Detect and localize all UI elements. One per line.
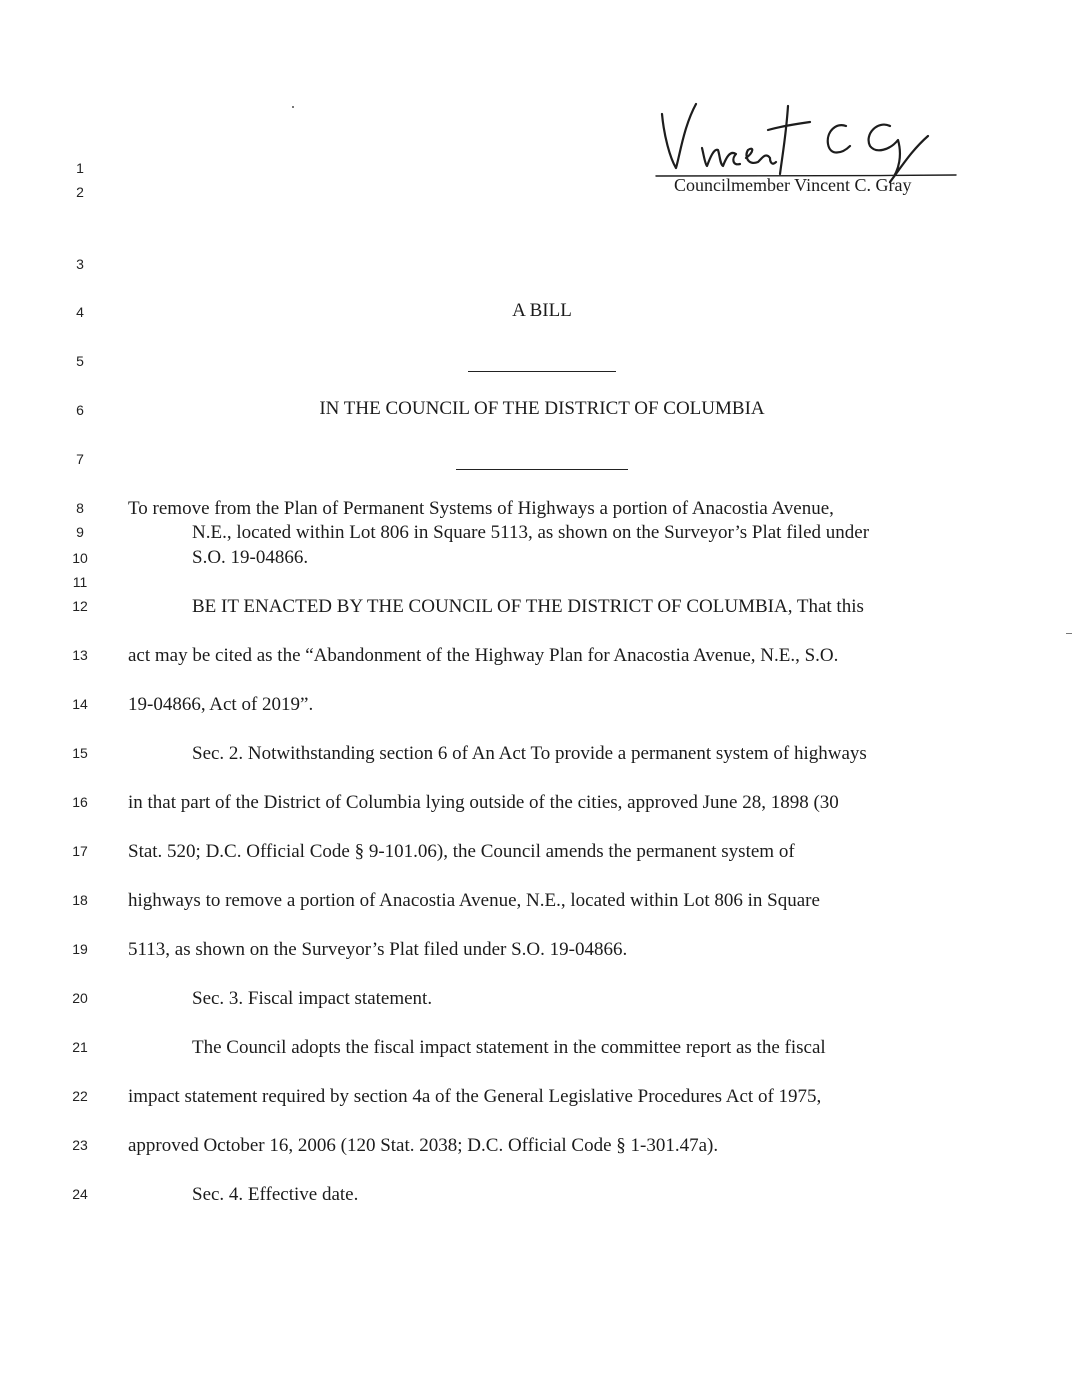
line-number: 15	[72, 745, 88, 761]
body-line: The Council adopts the fiscal impact statement in the committee report as the fiscal	[192, 1037, 826, 1058]
body-line: BE IT ENACTED BY THE COUNCIL OF THE DISTRICT OF COLUMBIA, That this	[192, 596, 864, 617]
line-number: 20	[72, 990, 88, 1006]
long-title-line: S.O. 19-04866.	[192, 547, 309, 568]
section-4-heading: Sec. 4. Effective date.	[192, 1184, 359, 1205]
body-line: in that part of the District of Columbia lying outside of the cities, approved June 28, 1898 (30	[128, 792, 839, 813]
line-number: 12	[72, 598, 88, 614]
long-title-line: N.E., located within Lot 806 in Square 5113, as shown on the Surveyor’s Plat filed under	[192, 522, 870, 543]
body-line: 5113, as shown on the Surveyor’s Plat filed under S.O. 19-04866.	[128, 939, 628, 960]
bill-number-blank	[468, 371, 616, 372]
body-line: 19-04866, Act of 2019”.	[128, 694, 314, 715]
line-number: 3	[76, 256, 84, 272]
bill-title: A BILL	[512, 300, 572, 321]
scan-speck	[1066, 633, 1072, 634]
line-number: 2	[76, 184, 84, 200]
body-line: act may be cited as the “Abandonment of the Highway Plan for Anacostia Avenue, N.E., S.O.	[128, 645, 839, 666]
line-number: 19	[72, 941, 88, 957]
line-number: 10	[72, 550, 88, 566]
line-number: 14	[72, 696, 88, 712]
section-2-heading: Sec. 2. Notwithstanding section 6 of An Act To provide a permanent system of highways	[192, 743, 867, 764]
line-number: 22	[72, 1088, 88, 1104]
line-number: 4	[76, 304, 84, 320]
body-line: highways to remove a portion of Anacostia Avenue, N.E., located within Lot 806 in Square	[128, 890, 820, 911]
date-blank	[456, 469, 628, 470]
body-line: approved October 16, 2006 (120 Stat. 2038; D.C. Official Code § 1-301.47a).	[128, 1135, 719, 1156]
line-number: 13	[72, 647, 88, 663]
signature-caption: Councilmember Vincent C. Gray	[674, 175, 912, 195]
line-number: 8	[76, 500, 84, 516]
line-number: 6	[76, 402, 84, 418]
line-number: 16	[72, 794, 88, 810]
line-number: 21	[72, 1039, 88, 1055]
line-number: 24	[72, 1186, 88, 1202]
line-number: 5	[76, 353, 84, 369]
scan-speck	[292, 106, 294, 108]
line-number: 9	[76, 524, 84, 540]
council-heading: IN THE COUNCIL OF THE DISTRICT OF COLUMBIA	[319, 398, 765, 419]
long-title-line: To remove from the Plan of Permanent Systems of Highways a portion of Anacostia Avenue,	[128, 498, 834, 519]
section-3-heading: Sec. 3. Fiscal impact statement.	[192, 988, 433, 1009]
body-line: impact statement required by section 4a of the General Legislative Procedures Act of 1975,	[128, 1086, 822, 1107]
line-number: 1	[76, 160, 84, 176]
line-number: 17	[72, 843, 88, 859]
line-number: 7	[76, 451, 84, 467]
line-number: 18	[72, 892, 88, 908]
body-line: Stat. 520; D.C. Official Code § 9-101.06), the Council amends the permanent system of	[128, 841, 795, 862]
line-number: 23	[72, 1137, 88, 1153]
line-number: 11	[72, 574, 88, 590]
